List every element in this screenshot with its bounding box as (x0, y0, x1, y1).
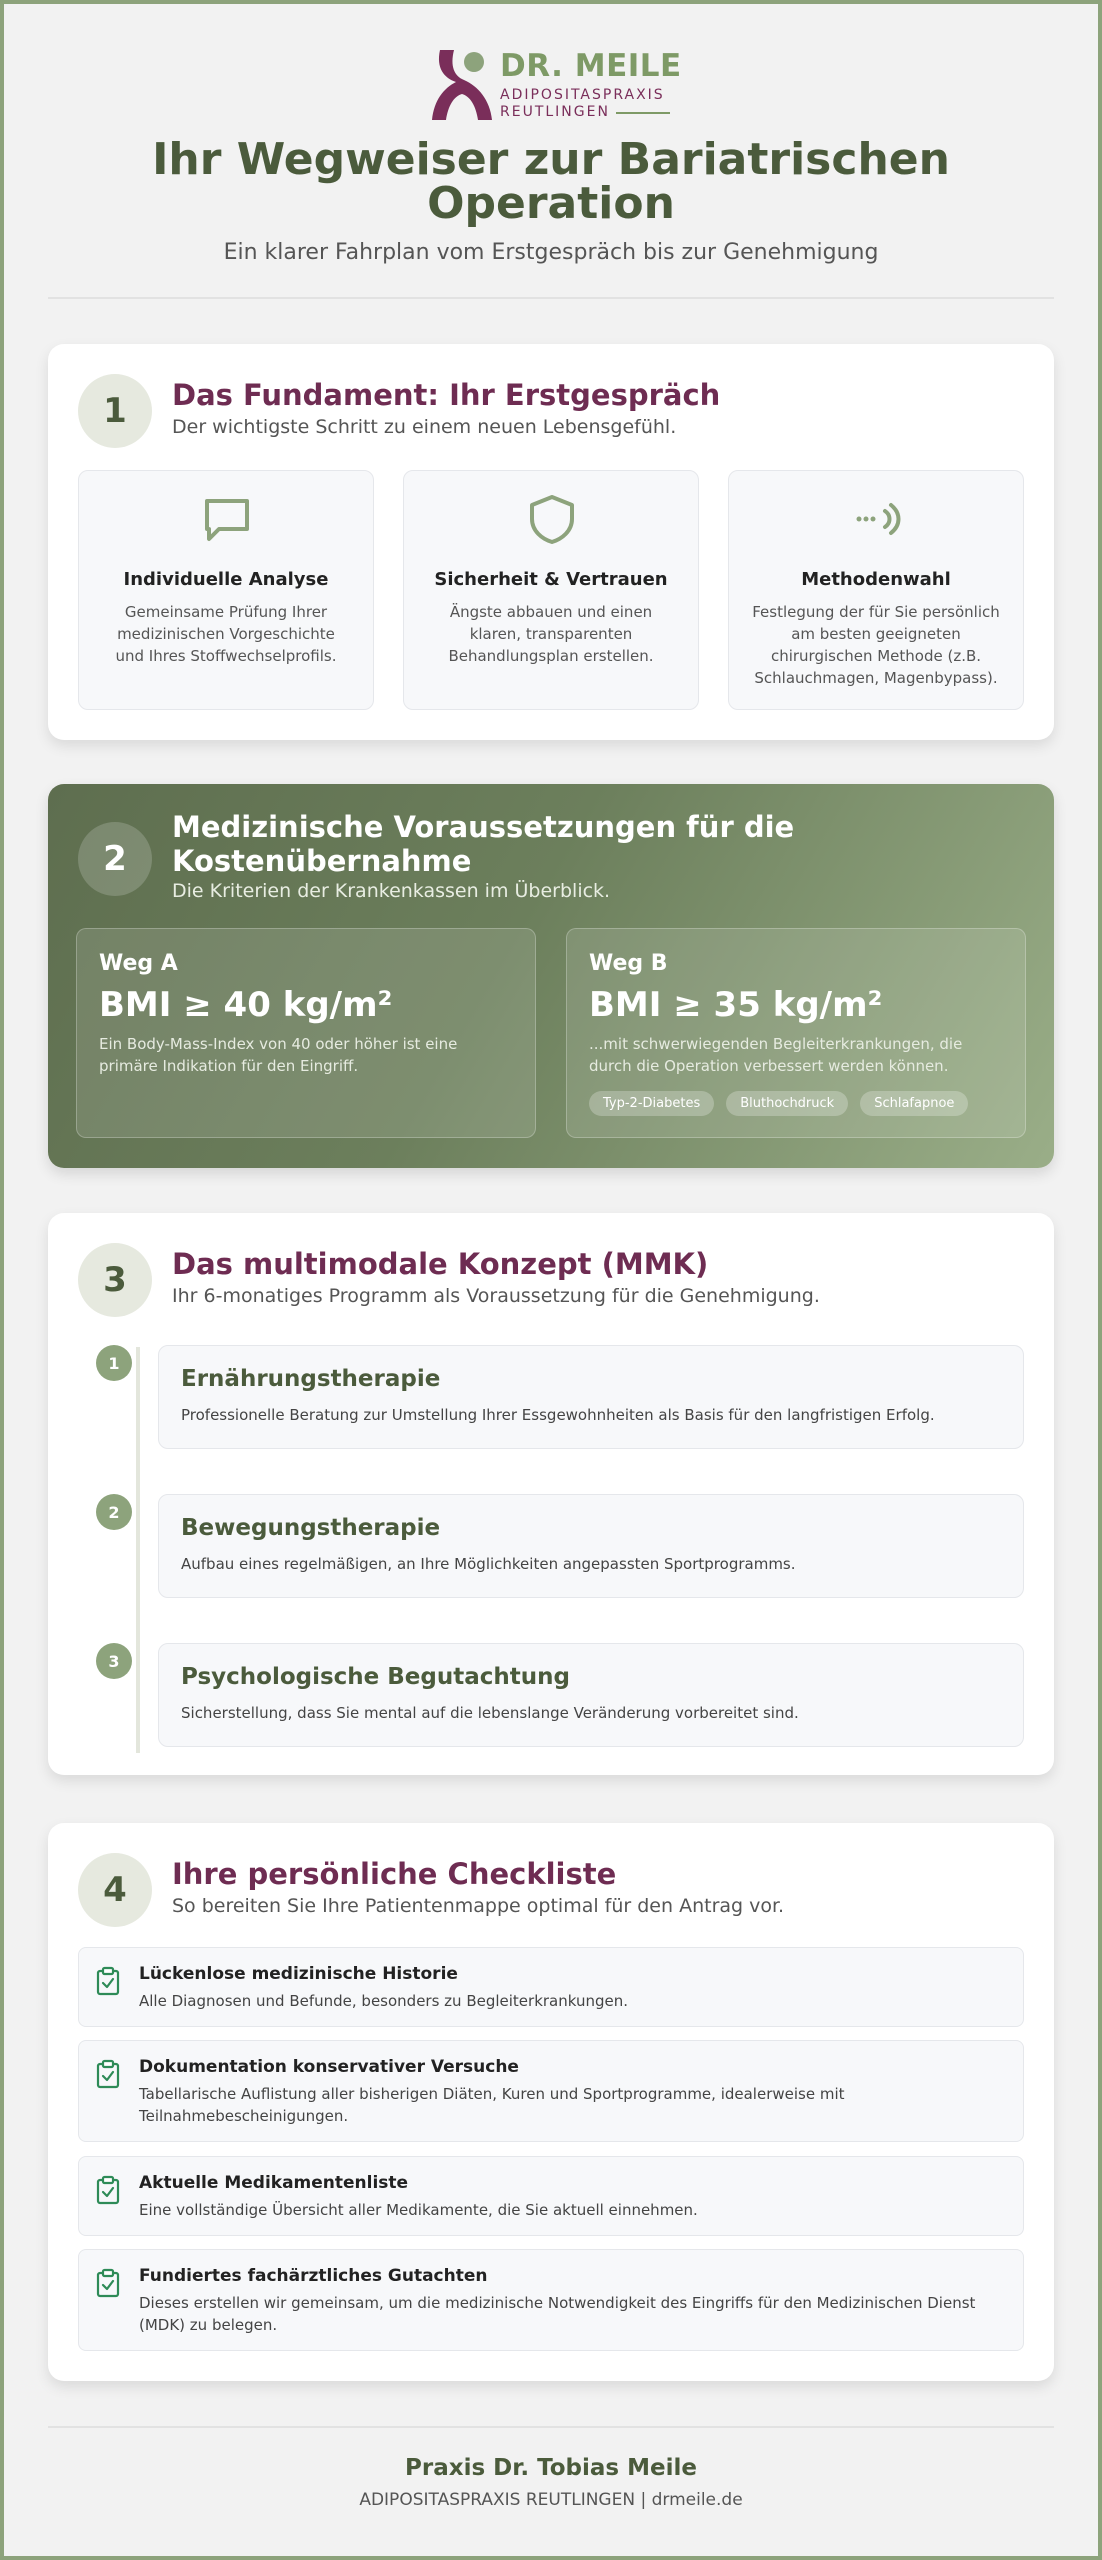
checklist-text: Tabellarische Auflistung aller bisherigen Diäten, Kuren und Sportprogramme, idealerweise mit Teilnahmebescheinigungen. (139, 2085, 845, 2125)
section-number: 1 (78, 374, 152, 448)
step-text: Sicherstellung, dass Sie mental auf die lebenslange Veränderung vorbereitet sind. (181, 1704, 799, 1722)
timeline-line (136, 1347, 140, 1753)
chip-bluthochdruck: Bluthochdruck (726, 1091, 848, 1116)
footer-divider (48, 2426, 1054, 2428)
clipboard-check-icon (95, 2175, 121, 2205)
shield-icon (526, 493, 578, 545)
clipboard-check-icon (95, 2059, 121, 2089)
step-title: Bewegungstherapie (181, 1515, 441, 1541)
step-text: Professionelle Beratung zur Umstellung Ihrer Essgewohnheiten als Basis für den langfristigen Erfolg. (181, 1406, 935, 1424)
section-title: Das multimodale Konzept (MMK) (172, 1247, 709, 1281)
section-voraussetzungen (48, 784, 1054, 1168)
section-mmk (48, 1213, 1054, 1775)
tile-methodenwahl (728, 470, 1024, 710)
footer-practice-name: Praxis Dr. Tobias Meile (405, 2455, 697, 2481)
tile-text: Gemeinsame Prüfung Ihrer medizinischen Vorgeschichte und Ihres Stoffwechselprofils. (115, 603, 337, 665)
section-title: Medizinische Voraussetzungen für die Kostenübernahme (172, 810, 795, 878)
logo-rule (616, 112, 670, 114)
section-number: 2 (78, 822, 152, 896)
logo-line-1: ADIPOSITASPRAXIS (500, 87, 665, 103)
step-text: Aufbau eines regelmäßigen, an Ihre Möglichkeiten angepassten Sportprogramms. (181, 1555, 796, 1573)
checklist-item (78, 2040, 1024, 2142)
section-title: Ihre persönliche Checkliste (172, 1857, 617, 1891)
chip-schlafapnoe: Schlafapnoe (860, 1091, 968, 1116)
way-bmi: BMI ≥ 35 kg/m² (589, 985, 883, 1025)
clipboard-check-icon (95, 1966, 121, 1996)
page-subtitle: Ein klarer Fahrplan vom Erstgespräch bis zur Genehmigung (223, 240, 879, 265)
checklist-title: Fundiertes fachärztliches Gutachten (139, 2266, 488, 2286)
way-text: Ein Body-Mass-Index von 40 oder höher ist eine primäre Indikation für den Eingriff. (99, 1035, 458, 1075)
checklist-text: Alle Diagnosen und Befunde, besonders zu Begleiterkrankungen. (139, 1992, 629, 2010)
section-subtitle: Ihr 6-monatiges Programm als Voraussetzung für die Genehmigung. (172, 1285, 820, 1307)
tile-title: Individuelle Analyse (123, 569, 329, 590)
section-number: 4 (78, 1853, 152, 1927)
tile-title: Methodenwahl (801, 569, 951, 590)
logo-figure-icon (430, 44, 496, 122)
checklist-item (78, 2156, 1024, 2236)
checklist-text: Dieses erstellen wir gemeinsam, um die medizinische Notwendigkeit des Eingriffs für den Medizinischen Dienst (MDK) zu belegen. (139, 2294, 976, 2334)
section-erstgespraech (48, 344, 1054, 740)
clipboard-check-icon (95, 2268, 121, 2298)
step-title: Psychologische Begutachtung (181, 1664, 570, 1690)
footer-practice-info[interactable]: ADIPOSITASPRAXIS REUTLINGEN | drmeile.de (359, 2490, 743, 2510)
logo-line-2: REUTLINGEN (500, 104, 610, 120)
step-bewegungstherapie (158, 1494, 1024, 1598)
checklist-title: Dokumentation konservativer Versuche (139, 2057, 519, 2077)
tile-individuelle-analyse (78, 470, 374, 710)
section-checkliste (48, 1823, 1054, 2381)
checklist-item (78, 2249, 1024, 2351)
step-number: 1 (96, 1345, 132, 1381)
tile-text: Ängste abbauen und einen klaren, transparenten Behandlungsplan erstellen. (448, 603, 654, 665)
checklist-title: Lückenlose medizinische Historie (139, 1964, 458, 1984)
tile-text: Festlegung der für Sie persönlich am besten geeigneten chirurgischen Methode (z.B. Schlauchmagen, Magenbypass). (752, 603, 1000, 687)
step-psychologische-begutachtung (158, 1643, 1024, 1747)
signal-icon (851, 493, 903, 545)
tile-title: Sicherheit & Vertrauen (434, 569, 668, 590)
way-label: Weg B (589, 951, 668, 976)
section-subtitle: Der wichtigste Schritt zu einem neuen Lebensgefühl. (172, 416, 677, 438)
way-label: Weg A (99, 951, 178, 976)
way-text: ...mit schwerwiegenden Begleiterkrankungen, die durch die Operation verbessert werden können. (589, 1035, 963, 1075)
tile-sicherheit-vertrauen (403, 470, 699, 710)
way-b-card (566, 928, 1026, 1138)
section-title: Das Fundament: Ihr Erstgespräch (172, 378, 721, 412)
logo-name: DR. MEILE (500, 48, 682, 84)
step-number: 2 (96, 1494, 132, 1530)
section-subtitle: Die Kriterien der Krankenkassen im Überblick. (172, 880, 611, 902)
divider (48, 297, 1054, 299)
checklist-title: Aktuelle Medikamentenliste (139, 2173, 409, 2193)
condition-chips (589, 1091, 968, 1116)
way-bmi: BMI ≥ 40 kg/m² (99, 985, 393, 1025)
step-ernaehrungstherapie (158, 1345, 1024, 1449)
checklist-item (78, 1947, 1024, 2027)
logo[interactable] (430, 44, 680, 124)
section-subtitle: So bereiten Sie Ihre Patientenmappe optimal für den Antrag vor. (172, 1895, 785, 1917)
chat-bubble-icon (201, 493, 253, 545)
step-number: 3 (96, 1643, 132, 1679)
page-title: Ihr Wegweiser zur Bariatrischen Operation (152, 134, 950, 229)
step-title: Ernährungstherapie (181, 1366, 441, 1392)
way-a-card (76, 928, 536, 1138)
checklist-text: Eine vollständige Übersicht aller Medikamente, die Sie aktuell einnehmen. (139, 2201, 698, 2219)
section-number: 3 (78, 1243, 152, 1317)
chip-diabetes: Typ-2-Diabetes (589, 1091, 714, 1116)
